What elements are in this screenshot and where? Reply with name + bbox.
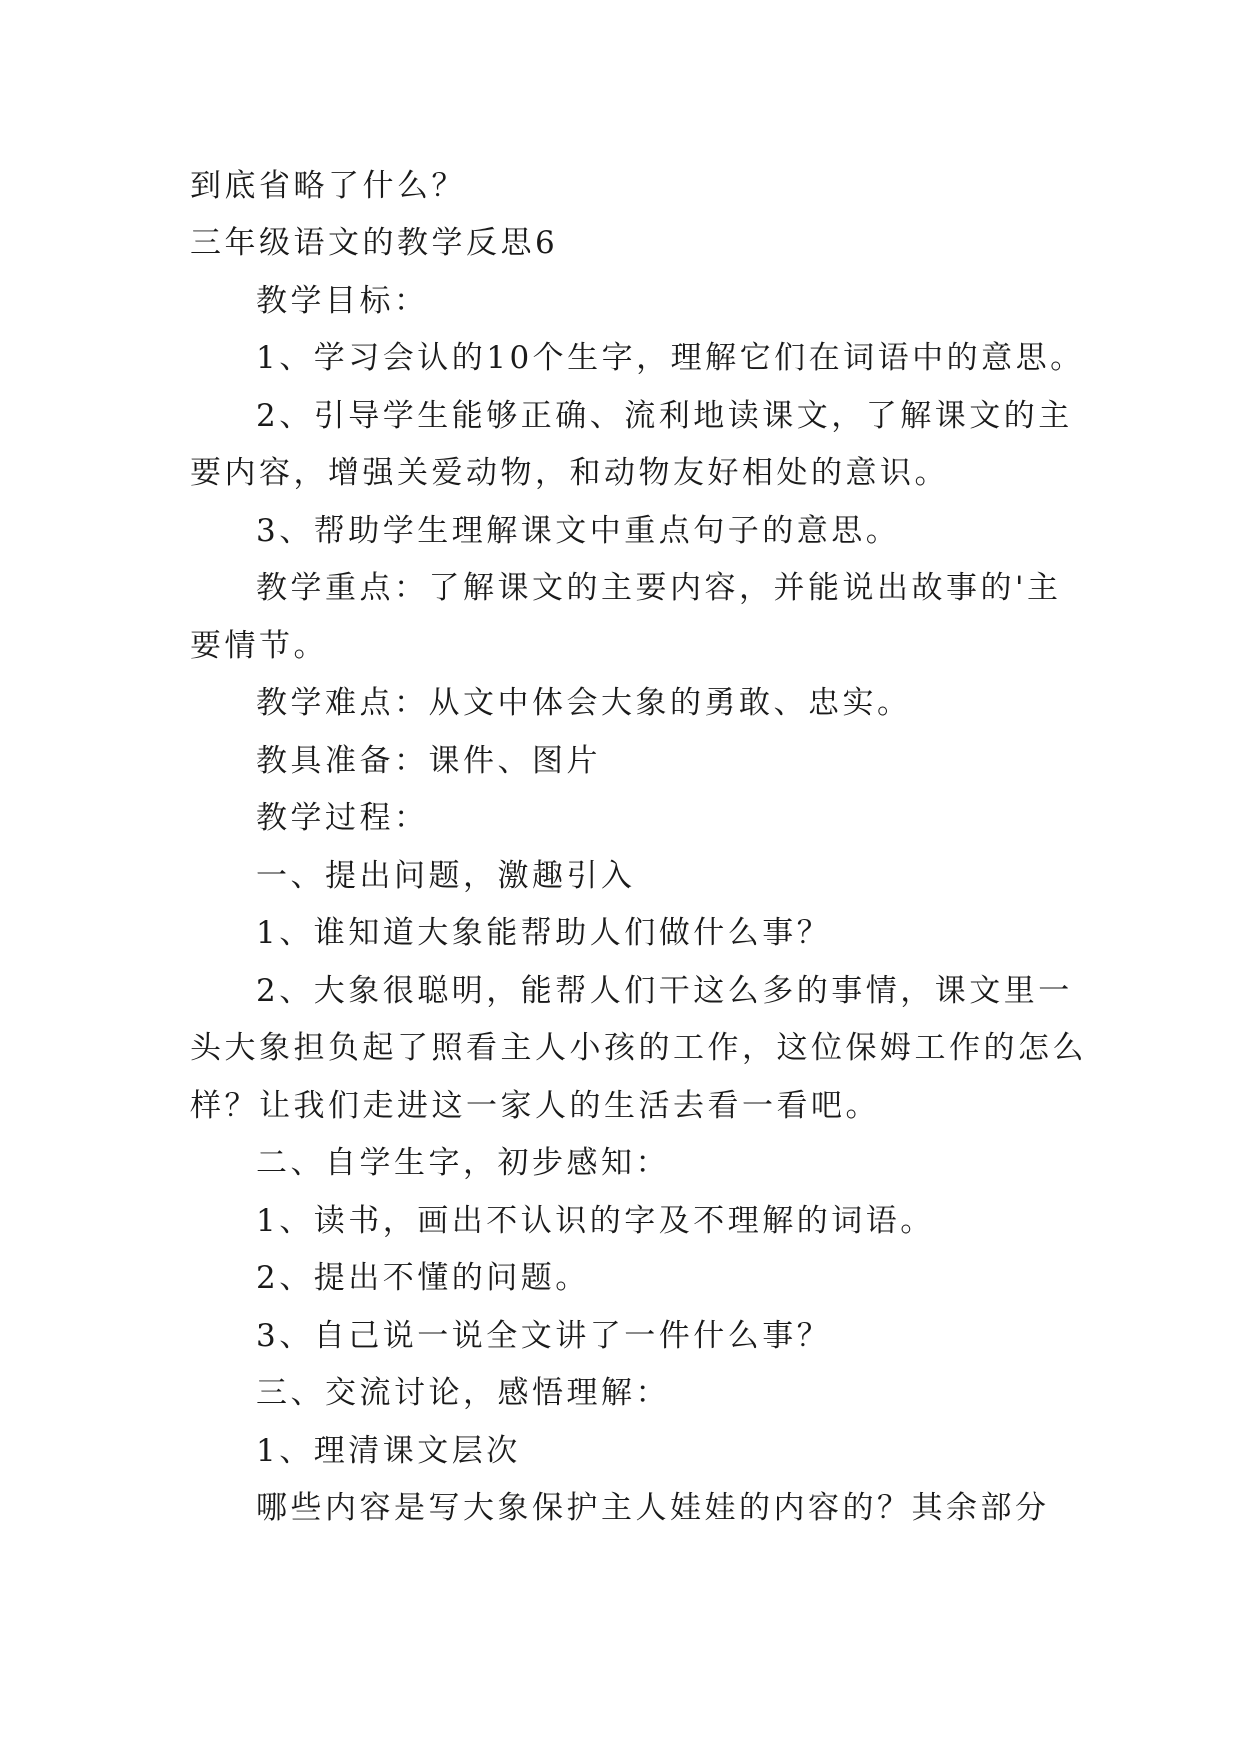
section-heading: 三年级语文的教学反思6 — [190, 225, 559, 261]
text-line: 要情节。 — [190, 628, 328, 664]
text-line: 2、引导学生能够正确、流利地读课文，了解课文的主 — [256, 398, 1073, 434]
text-line: 1、读书，画出不认识的字及不理解的词语。 — [256, 1203, 935, 1239]
text-line: 要内容，增强关爱动物，和动物友好相处的意识。 — [190, 455, 949, 491]
text-line: 教学过程： — [256, 800, 429, 836]
text-line: 头大象担负起了照看主人小孩的工作，这位保姆工作的怎么 — [190, 1030, 1087, 1066]
text-line: 1、谁知道大象能帮助人们做什么事？ — [256, 915, 832, 951]
text-line: 教学难点：从文中体会大象的勇敢、忠实。 — [256, 685, 912, 721]
text-line: 一、提出问题，激趣引入 — [256, 858, 636, 894]
text-line: 3、帮助学生理解课文中重点句子的意思。 — [256, 513, 901, 549]
text-line: 教学目标： — [256, 283, 429, 319]
text-line: 3、自己说一说全文讲了一件什么事？ — [256, 1318, 832, 1354]
text-line: 1、理清课文层次 — [256, 1433, 521, 1469]
text-line: 教具准备：课件、图片 — [256, 743, 601, 779]
text-line: 哪些内容是写大象保护主人娃娃的内容的？其余部分 — [256, 1490, 1050, 1526]
text-line: 样？让我们走进这一家人的生活去看一看吧。 — [190, 1088, 880, 1124]
text-line: 1、学习会认的10个生字，理解它们在词语中的意思。 — [256, 340, 1085, 376]
text-line: 到底省略了什么？ — [190, 168, 466, 204]
text-line: 三、交流讨论，感悟理解： — [256, 1375, 670, 1411]
text-line: 教学重点：了解课文的主要内容，并能说出故事的'主 — [256, 570, 1062, 606]
text-line: 二、自学生字，初步感知： — [256, 1145, 670, 1181]
text-line: 2、提出不懂的问题。 — [256, 1260, 590, 1296]
text-line: 2、大象很聪明，能帮人们干这么多的事情，课文里一 — [256, 973, 1073, 1009]
